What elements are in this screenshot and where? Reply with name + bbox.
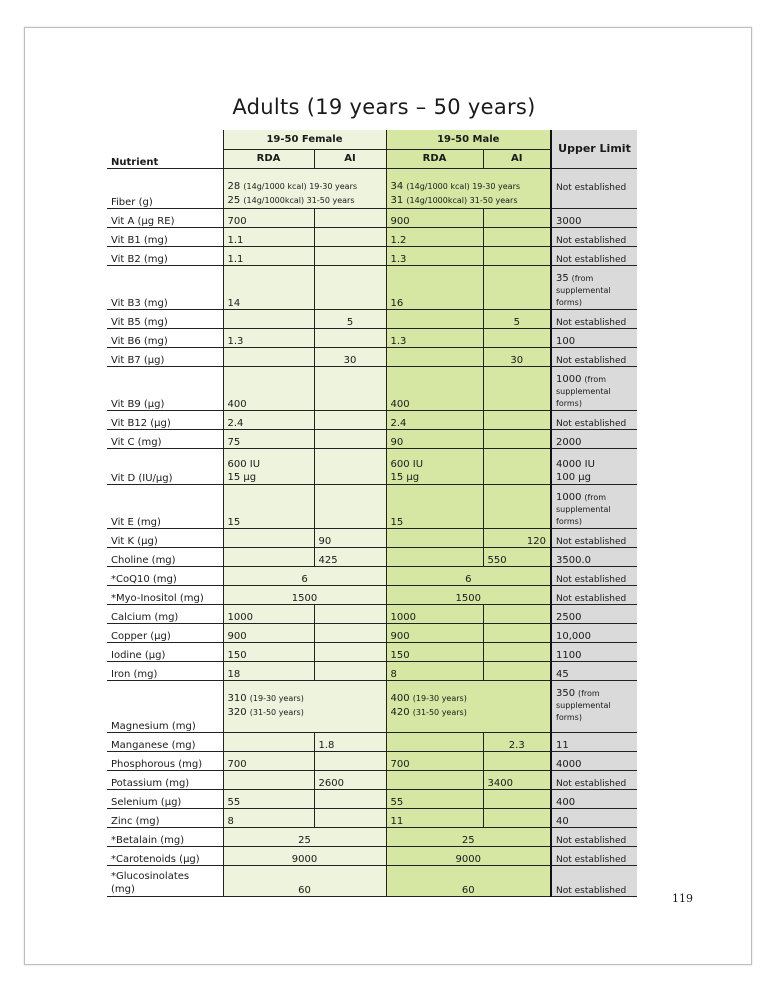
upper-limit-note: (from supplemental forms) [556,273,611,307]
note: (14g/1000kcal) 31-50 years [406,195,518,205]
female-rda-value: 2.4 [223,410,314,429]
table-row [107,246,637,265]
table-row [107,410,637,429]
table-row [107,827,637,846]
page-number: 119 [672,892,693,905]
table-row [107,227,637,246]
male-value: 6 [386,566,551,585]
table-row [107,680,637,732]
upper-limit-value: 1000 [556,373,582,385]
nutrient-name: Potassium (mg) [107,770,223,789]
female-rda-value: 18 [223,661,314,680]
upper-limit-note: (from supplemental forms) [556,374,611,408]
nutrient-name: Fiber (g) [107,168,223,208]
note: (14g/1000 kcal) 19-30 years [406,181,521,191]
female-rda-value: 14 [223,265,314,309]
upper-limit-value: Not established [551,309,637,328]
nutrient-name: Vit B7 (μg) [107,347,223,366]
male-rda-header: RDA [386,149,483,168]
table-row [107,865,637,896]
nutrient-name: Zinc (mg) [107,808,223,827]
female-rda-value: 1.1 [223,227,314,246]
table-row [107,366,637,410]
nutrient-name: Vit B9 (μg) [107,366,223,410]
male-rda-value: 11 [386,808,483,827]
male-rda-value: 700 [386,751,483,770]
table-row [107,623,637,642]
male-rda-value: 1.3 [386,328,483,347]
table-row [107,604,637,623]
table-row [107,642,637,661]
nutrient-name: Vit B5 (mg) [107,309,223,328]
female-rda-value: 75 [223,429,314,448]
upper-limit-value: Not established [551,846,637,865]
male-rda-value: 900 [386,208,483,227]
male-rda-value: 90 [386,429,483,448]
upper-limit-value: 100 μg [556,471,591,483]
male-rda-value: 2.4 [386,410,483,429]
upper-limit-value: Not established [551,585,637,604]
female-rda-value: 150 [223,642,314,661]
upper-limit-value: Not established [551,168,637,208]
nutrient-header: Nutrient [107,149,223,168]
value: 310 [227,693,247,704]
female-rda-value: 700 [223,208,314,227]
female-rda-header: RDA [223,149,314,168]
upper-limit-value: Not established [551,246,637,265]
value: 320 [227,707,247,718]
table-row [107,808,637,827]
female-rda-value: 15 μg [227,471,257,483]
upper-limit-value: Not established [551,347,637,366]
upper-limit-value: 4000 IU [556,458,595,470]
female-rda-value: 1.3 [223,328,314,347]
table-row [107,265,637,309]
nutrient-name: *Myo-Inositol (mg) [107,585,223,604]
value: 420 [390,707,410,718]
upper-limit-value: 1100 [551,642,637,661]
male-ai-header: AI [483,149,551,168]
upper-limit-value: 40 [551,808,637,827]
female-rda-value: 1000 [223,604,314,623]
nutrient-name: *Betalain (mg) [107,827,223,846]
female-group-header: 19-50 Female [223,130,386,149]
upper-limit-value: Not established [551,410,637,429]
upper-limit-value: 2500 [551,604,637,623]
upper-limit-header: Upper Limit [551,130,637,168]
upper-limit-value: 350 [556,688,576,699]
nutrient-name: Choline (mg) [107,547,223,566]
upper-limit-value: Not established [551,227,637,246]
female-value: 6 [223,566,386,585]
note: (19-30 years) [412,694,467,703]
female-rda-value: 15 [223,484,314,528]
value: 25 [227,194,241,206]
table-row [107,429,637,448]
table-row [107,789,637,808]
value: 34 [390,180,404,192]
nutrient-name: Copper (μg) [107,623,223,642]
male-ai-value: 2.3 [483,732,551,751]
female-ai-value: 5 [314,309,386,328]
upper-limit-value: 1000 [556,491,582,503]
upper-limit-note: (from supplemental forms) [556,689,611,722]
nutrient-name: Iodine (μg) [107,642,223,661]
nutrient-name: Vit B2 (mg) [107,246,223,265]
upper-limit-value: 10,000 [551,623,637,642]
male-value: 25 [386,827,551,846]
female-ai-value: 1.8 [314,732,386,751]
female-rda-value: 400 [223,366,314,410]
nutrient-name: Vit K (μg) [107,528,223,547]
table-row [107,585,637,604]
male-rda-value: 1000 [386,604,483,623]
female-ai-value: 30 [314,347,386,366]
male-rda-value: 15 [386,484,483,528]
upper-limit-value: 3000 [551,208,637,227]
male-value: 1500 [386,585,551,604]
female-value: 60 [223,865,386,896]
nutrient-name: Magnesium (mg) [107,680,223,732]
table-row [107,547,637,566]
page-title: Adults (19 years – 50 years) [232,95,536,119]
male-rda-value: 1.3 [386,246,483,265]
upper-limit-value: 45 [551,661,637,680]
table-row [107,770,637,789]
upper-limit-value: Not established [551,770,637,789]
upper-limit-value: 35 [556,272,569,284]
upper-limit-value: 400 [551,789,637,808]
nutrient-name: Vit B1 (mg) [107,227,223,246]
female-ai-value: 2600 [314,770,386,789]
note: (14g/1000kcal) 31-50 years [243,195,355,205]
table-row [107,347,637,366]
upper-limit-value: Not established [551,865,637,896]
nutrient-name: Calcium (mg) [107,604,223,623]
nutrient-name-unit: (mg) [111,883,135,895]
nutrient-name: Vit C (mg) [107,429,223,448]
male-rda-value: 16 [386,265,483,309]
male-value: 60 [386,865,551,896]
table-row [107,208,637,227]
female-ai-value: 425 [314,547,386,566]
note: (31-50 years) [412,708,467,717]
male-rda-value: 8 [386,661,483,680]
table-row [107,661,637,680]
note: (14g/1000 kcal) 19-30 years [243,181,358,191]
upper-limit-note: (from supplemental forms) [556,492,611,526]
upper-limit-value: 100 [551,328,637,347]
upper-limit-value: Not established [551,566,637,585]
female-value: 9000 [223,846,386,865]
nutrient-name: Vit A (μg RE) [107,208,223,227]
nutrient-name: Iron (mg) [107,661,223,680]
female-rda-value: 600 IU [227,458,261,470]
male-ai-value: 5 [483,309,551,328]
upper-limit-value: 3500.0 [551,547,637,566]
nutrient-name: Vit B3 (mg) [107,265,223,309]
male-ai-value: 550 [483,547,551,566]
table-row [107,309,637,328]
female-ai-value: 90 [314,528,386,547]
female-rda-value: 55 [223,789,314,808]
female-rda-value: 8 [223,808,314,827]
upper-limit-value: 4000 [551,751,637,770]
nutrient-name: Selenium (μg) [107,789,223,808]
nutrient-name: Vit B12 (μg) [107,410,223,429]
male-rda-value: 15 μg [390,471,420,483]
male-rda-value: 600 IU [390,458,424,470]
nutrient-name: *CoQ10 (mg) [107,566,223,585]
male-rda-value: 900 [386,623,483,642]
upper-limit-value: Not established [551,827,637,846]
value: 31 [390,194,404,206]
female-rda-value: 700 [223,751,314,770]
note: (31-50 years) [249,708,304,717]
value: 28 [227,180,241,192]
table-row [107,448,637,484]
male-ai-value: 30 [483,347,551,366]
male-rda-value: 1.2 [386,227,483,246]
nutrient-name: Vit E (mg) [107,484,223,528]
table-row [107,328,637,347]
female-rda-value: 900 [223,623,314,642]
female-ai-header: AI [314,149,386,168]
male-rda-value: 55 [386,789,483,808]
table-row [107,168,637,208]
table-row [107,732,637,751]
female-value: 1500 [223,585,386,604]
male-ai-value: 120 [483,528,551,547]
value: 400 [390,693,410,704]
male-rda-value: 400 [386,366,483,410]
nutrient-name: Vit B6 (mg) [107,328,223,347]
upper-limit-value: Not established [551,528,637,547]
table-row [107,566,637,585]
table-header-row [107,130,637,149]
male-group-header: 19-50 Male [386,130,551,149]
nutrient-name: *Glucosinolates [111,870,190,882]
female-rda-value: 1.1 [223,246,314,265]
table-row [107,528,637,547]
female-value: 25 [223,827,386,846]
nutrient-table [107,130,637,897]
table-row [107,484,637,528]
table-row [107,846,637,865]
male-value: 9000 [386,846,551,865]
nutrient-name: Manganese (mg) [107,732,223,751]
table-row [107,751,637,770]
nutrient-name: Phosphorous (mg) [107,751,223,770]
upper-limit-value: 2000 [551,429,637,448]
upper-limit-value: 11 [551,732,637,751]
nutrient-name: Vit D (IU/μg) [107,448,223,484]
note: (19-30 years) [249,694,304,703]
nutrient-name: *Carotenoids (μg) [107,846,223,865]
male-ai-value: 3400 [483,770,551,789]
male-rda-value: 150 [386,642,483,661]
